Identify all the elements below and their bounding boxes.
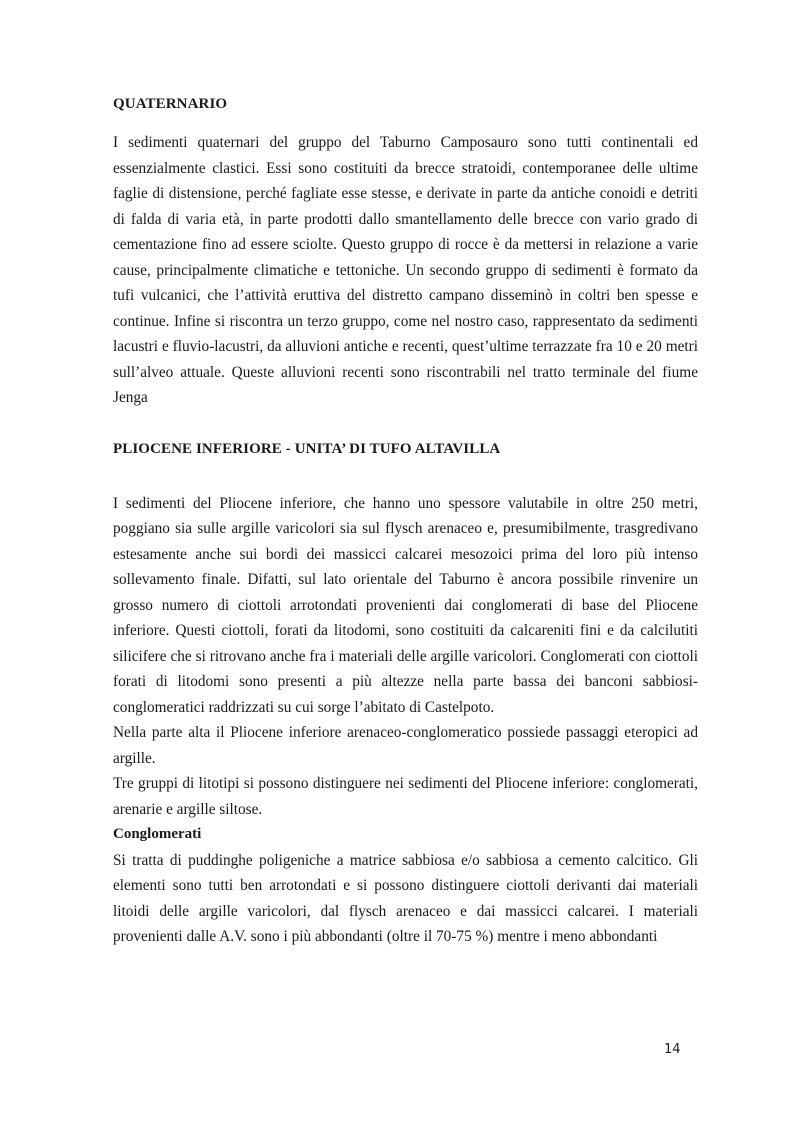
page-content [113, 92, 698, 950]
page-number: 14 [664, 1042, 681, 1057]
paragraph-conglomerati: Si tratta di puddinghe poligeniche a matrice sabbiosa e/o sabbiosa a cemento calcitico. Gli elementi sono tutti ben arrotondati e si possono distinguere ciottoli derivanti dai materiali litoidi delle argille varicolori, dal flysch arenaceo e dai massicci calcarei. I materiali provenienti dalle A.V. sono i più abbondanti (oltre il 70-75 %) mentre i meno abbondanti [113, 851, 698, 945]
paragraph-pliocene-1: I sedimenti del Pliocene inferiore, che hanno uno spessore valutabile in oltre 250 metri, poggiano sia sulle argille varicolori sia sul flysch arenaceo e, presumibilmente, trasgredivano estesamente anche sui bordi dei massicci calcarei mesozoici prima del loro più intenso sollevamento finale. Difatti, sul lato orientale del Taburno è ancora possibile rinvenire un grosso numero di ciottoli arrotondati provenienti dai conglomerati di base del Pliocene inferiore. Questi ciottoli, forati da litodomi, sono costituiti da calcareniti fini e da calcilutiti silicifere che si ritrovano anche fra i materiali delle argille varicolori. Conglomerati con ciottoli forati di litodomi sono presenti a più altezze nella parte bassa dei banconi sabbiosi-conglomeratici raddrizzati su cui sorge l’abitato di Castelpoto. [113, 494, 698, 716]
section-heading-pliocene: PLIOCENE INFERIORE - UNITA’ DI TUFO ALTAVILLA [113, 440, 501, 457]
subheading-conglomerati: Conglomerati [113, 826, 202, 842]
section-heading-quaternario: QUATERNARIO [113, 96, 228, 112]
paragraph-pliocene-2: Nella parte alta il Pliocene inferiore arenaceo-conglomeratico possiede passaggi eteropici ad argille. [113, 724, 698, 767]
paragraph-quaternario: I sedimenti quaternari del gruppo del Taburno Camposauro sono tutti continentali ed essenzialmente clastici. Essi sono costituiti da brecce stratoidi, contemporanee delle ultime faglie di distensione, perché fagliate esse stesse, e derivate in parte da antiche conoidi e detriti di falda di varia età, in parte prodotti dallo smantellamento delle brecce con vario grado di cementazione fino ad essere sciolte. Questo gruppo di rocce è da mettersi in relazione a varie cause, principalmente climatiche e tettoniche. Un secondo gruppo di sedimenti è formato da tufi vulcanici, che l’attività eruttiva del distretto campano disseminò in coltri ben spesse e continue. Infine si riscontra un terzo gruppo, come nel nostro caso, rappresentato da sedimenti lacustri e fluvio-lacustri, da alluvioni antiche e recenti, quest’ultime terrazzate fra 10 e 20 metri sull’alveo attuale. Queste alluvioni recenti sono riscontrabili nel tratto terminale del fiume Jenga [113, 134, 698, 406]
paragraph-pliocene-3: Tre gruppi di litotipi si possono distinguere nei sedimenti del Pliocene inferiore: conglomerati, arenarie e argille siltose. [113, 775, 698, 818]
